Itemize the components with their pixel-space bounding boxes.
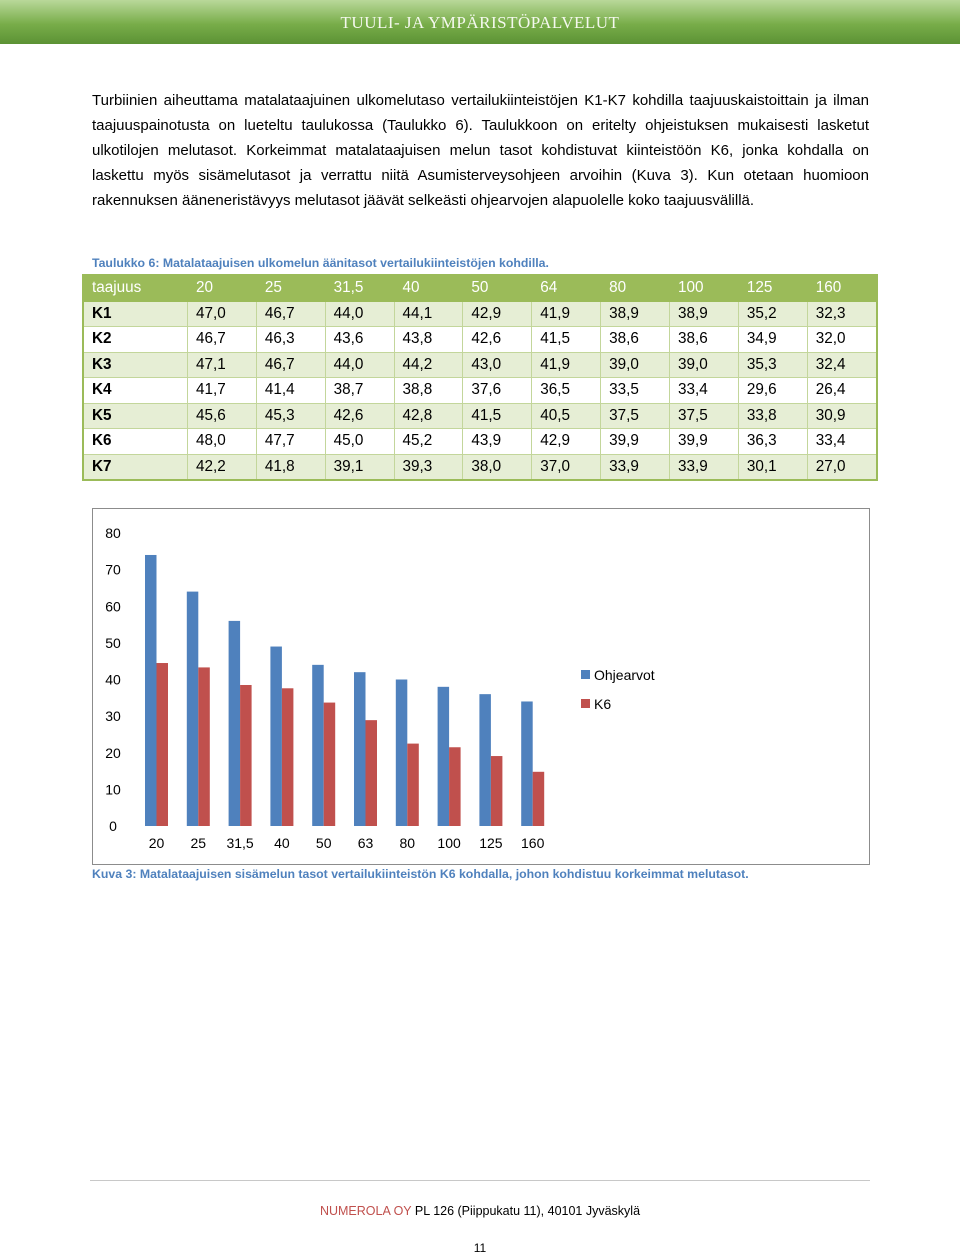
table-cell: 38,8 [394, 378, 463, 404]
table-cell: 35,3 [738, 352, 807, 378]
bar-ohjearvot [396, 680, 408, 827]
y-tick-label: 0 [109, 818, 117, 834]
table-cell: 36,3 [738, 429, 807, 455]
table-cell: 33,8 [738, 403, 807, 429]
x-tick-label: 63 [357, 835, 374, 851]
bar-k6 [449, 747, 461, 826]
table-cell: 38,6 [601, 327, 670, 353]
table-cell: 41,9 [532, 301, 601, 327]
bar-k6 [366, 720, 378, 826]
bar-k6 [282, 688, 294, 826]
table-cell: 40,5 [532, 403, 601, 429]
bar-k6 [533, 772, 545, 826]
legend-swatch [581, 699, 590, 708]
bar-ohjearvot [479, 694, 491, 826]
table-row [83, 378, 877, 404]
table-cell: 46,7 [187, 327, 256, 353]
table-cell: 32,4 [807, 352, 877, 378]
table-caption: Taulukko 6: Matalataajuisen ulkomelun äänitasot vertailukiinteistöjen kohdilla. [92, 256, 549, 270]
table-row-label: K3 [83, 352, 187, 378]
table-cell: 44,0 [325, 301, 394, 327]
y-tick-label: 10 [105, 781, 121, 798]
table-cell: 34,9 [738, 327, 807, 353]
table-cell: 33,9 [601, 454, 670, 480]
table-cell: 37,5 [601, 403, 670, 429]
table-header-cell: 100 [669, 275, 738, 301]
table-cell: 41,4 [256, 378, 325, 404]
table-cell: 42,9 [463, 301, 532, 327]
footer-company: NUMEROLA OY [319, 1204, 412, 1218]
x-tick-label: 125 [479, 835, 503, 851]
bar-chart [92, 508, 870, 865]
header-band [0, 0, 960, 44]
table-cell: 42,6 [463, 327, 532, 353]
table-row [83, 403, 877, 429]
table-row-label: K6 [83, 429, 187, 455]
table-cell: 33,5 [601, 378, 670, 404]
table-header-cell: 31,5 [325, 275, 394, 301]
table-cell: 38,0 [463, 454, 532, 480]
bar-k6 [198, 667, 210, 826]
y-tick-label: 30 [105, 708, 121, 725]
table-header-row [83, 275, 877, 301]
table-header-cell: taajuus [83, 275, 187, 301]
table-cell: 38,9 [669, 301, 738, 327]
table-cell: 42,2 [187, 454, 256, 480]
table-cell: 39,3 [394, 454, 463, 480]
table-header-cell: 40 [394, 275, 463, 301]
bar-k6 [324, 703, 336, 826]
table-cell: 38,9 [601, 301, 670, 327]
x-tick-label: 40 [274, 835, 290, 851]
table-row [83, 301, 877, 327]
table-header-cell: 64 [532, 275, 601, 301]
body-paragraph-part2: Korkeimmat matalataajuisen melun tasot kohdistuvat kiinteistöön K6, jonka kohdalla on laskettu myös sisämelutasot ja verrattu niitä Asumisterveysohjeen arvoihin (Kuva 3). Kun otetaan huomioon rakennuksen ääneneristävyys melutasot jäävät selkeästi ohjearvojen alapuolelle koko taajuusvälillä. [92, 142, 870, 209]
footer-address: PL 126 (Piippukatu 11), 40101 Jyväskylä [411, 1204, 641, 1218]
bar-ohjearvot [270, 647, 282, 826]
table-header-cell: 25 [256, 275, 325, 301]
bar-ohjearvot [354, 672, 366, 826]
table-cell: 46,7 [256, 352, 325, 378]
y-tick-label: 40 [105, 671, 121, 688]
table-cell: 47,0 [187, 301, 256, 327]
noise-level-table [82, 274, 878, 481]
body-paragraph [92, 88, 869, 213]
table-cell: 41,5 [463, 403, 532, 429]
table-cell: 35,2 [738, 301, 807, 327]
bar-k6 [157, 663, 169, 826]
table-header-cell: 80 [601, 275, 670, 301]
table-cell: 43,0 [463, 352, 532, 378]
bar-k6 [240, 685, 252, 826]
table-cell: 43,6 [325, 327, 394, 353]
table-cell: 30,1 [738, 454, 807, 480]
table-cell: 33,9 [669, 454, 738, 480]
table-row [83, 429, 877, 455]
bar-ohjearvot [521, 701, 533, 826]
table-cell: 43,9 [463, 429, 532, 455]
table-cell: 27,0 [807, 454, 877, 480]
x-tick-label: 25 [190, 835, 207, 851]
table-cell: 38,6 [669, 327, 738, 353]
table-row-label: K7 [83, 454, 187, 480]
figure-caption: Kuva 3: Matalataajuisen sisämelun tasot vertailukiinteistön K6 kohdalla, johon kohdistuu korkeimmat melutasot. [92, 867, 749, 881]
table-cell: 41,9 [532, 352, 601, 378]
table-cell: 41,8 [256, 454, 325, 480]
table-cell: 26,4 [807, 378, 877, 404]
x-tick-label: 31,5 [226, 835, 254, 851]
x-tick-label: 160 [521, 835, 545, 851]
table-cell: 44,2 [394, 352, 463, 378]
legend-label: Ohjearvot [594, 667, 655, 683]
table-row-label: K1 [83, 301, 187, 327]
table-cell: 45,2 [394, 429, 463, 455]
table-cell: 39,9 [669, 429, 738, 455]
body-paragraph-part1: Turbiinien aiheuttama matalataajuinen ulkomelutaso vertailukiinteistöjen K1-K7 kohdilla taajuuskaistoittain ja ilman taajuuspainotusta on lueteltu taulukossa (Taulukko 6). Taulukkoon on eritelty ohjeistuksen mukaisesti lasketut ulkotilojen melutasot. [92, 92, 869, 159]
table-cell: 30,9 [807, 403, 877, 429]
table-cell: 48,0 [187, 429, 256, 455]
table-header-cell: 160 [807, 275, 877, 301]
bar-k6 [407, 744, 419, 826]
x-tick-label: 20 [148, 835, 165, 851]
table-header-cell: 125 [738, 275, 807, 301]
y-tick-label: 80 [105, 525, 121, 541]
table-cell: 37,6 [463, 378, 532, 404]
table-row-label: K4 [83, 378, 187, 404]
bar-k6 [491, 756, 503, 826]
table-cell: 47,1 [187, 352, 256, 378]
y-tick-label: 50 [105, 634, 121, 651]
table-cell: 41,7 [187, 378, 256, 404]
table-cell: 44,0 [325, 352, 394, 378]
table-cell: 41,5 [532, 327, 601, 353]
table-cell: 39,0 [669, 352, 738, 378]
table-row-label: K2 [83, 327, 187, 353]
table-cell: 29,6 [738, 378, 807, 404]
footer-divider [90, 1180, 870, 1181]
table-header-cell: 20 [187, 275, 256, 301]
table-row [83, 454, 877, 480]
x-tick-label: 50 [315, 835, 332, 851]
table-cell: 46,7 [256, 301, 325, 327]
table-cell: 36,5 [532, 378, 601, 404]
table-cell: 42,6 [325, 403, 394, 429]
table-cell: 44,1 [394, 301, 463, 327]
table-cell: 33,4 [807, 429, 877, 455]
table-row [83, 352, 877, 378]
y-tick-label: 20 [105, 744, 121, 761]
bar-ohjearvot [312, 665, 324, 826]
table-header-cell: 50 [463, 275, 532, 301]
table-cell: 45,3 [256, 403, 325, 429]
table-cell: 38,7 [325, 378, 394, 404]
bar-chart-svg [93, 509, 869, 864]
y-tick-label: 60 [105, 598, 121, 615]
table-cell: 39,1 [325, 454, 394, 480]
table-cell: 32,3 [807, 301, 877, 327]
table-cell: 37,0 [532, 454, 601, 480]
table-cell: 46,3 [256, 327, 325, 353]
table-cell: 33,4 [669, 378, 738, 404]
x-tick-label: 80 [399, 835, 416, 851]
bar-ohjearvot [438, 687, 450, 826]
x-tick-label: 100 [437, 835, 461, 851]
table-cell: 42,9 [532, 429, 601, 455]
table-row-label: K5 [83, 403, 187, 429]
table-cell: 32,0 [807, 327, 877, 353]
table-cell: 39,0 [601, 352, 670, 378]
header-title: TUULI- JA YMPÄRISTÖPALVELUT [340, 13, 620, 32]
bar-ohjearvot [229, 621, 241, 826]
legend-label: K6 [594, 696, 612, 712]
bar-ohjearvot [187, 592, 199, 826]
table-cell: 39,9 [601, 429, 670, 455]
table-cell: 45,6 [187, 403, 256, 429]
table-row [83, 327, 877, 353]
table-cell: 47,7 [256, 429, 325, 455]
bar-ohjearvot [145, 555, 157, 826]
legend-swatch [581, 670, 590, 679]
y-tick-label: 70 [105, 561, 121, 578]
table-cell: 42,8 [394, 403, 463, 429]
footer [0, 1204, 960, 1218]
table-cell: 43,8 [394, 327, 463, 353]
table-cell: 45,0 [325, 429, 394, 455]
table-cell: 37,5 [669, 403, 738, 429]
page-number: 11 [473, 1241, 487, 1255]
